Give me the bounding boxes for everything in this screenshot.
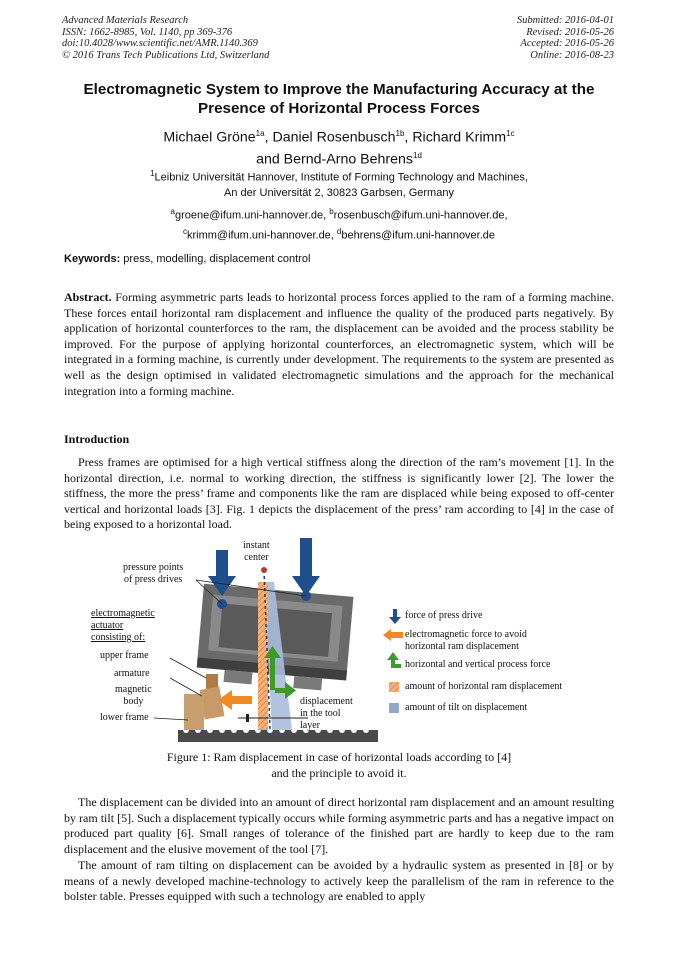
section-heading: Introduction (64, 432, 130, 446)
body-paragraph: Press frames are optimised for a high vertical stiffness along the direction of the ram’s movement [1]. In the horizontal direction, i.e. normal to working direction, the stiffness is significantly lower [2]. The lower the stiffness, the more the press’ frame and components like the ram are displaced while being exposed to off-center vertical and horizontal loads [3]. Fig. 1 depicts the displacement of the press’ ram according to [4] in the case of being exposed to a horizontal load. (64, 455, 614, 532)
legend-item: electromagnetic force to avoid horizontal ram displacement (405, 629, 527, 652)
legend-swatches (383, 609, 403, 713)
email-link[interactable]: rosenbusch@ifum.uni-hannover.de, (333, 209, 508, 222)
legend-item: amount of tilt on displacement (405, 702, 528, 713)
dates-header (517, 15, 614, 61)
date-revised: Revised: 2016-05-26 (526, 26, 614, 38)
keywords: Keywords: press, modelling, displacement control (64, 253, 311, 265)
legend-item: amount of horizontal ram displacement (405, 681, 563, 692)
email-link[interactable]: krimm@ifum.uni-hannover.de, (186, 229, 337, 242)
email-list: $^a$groene@ifum.uni-hannover.de, $^b$rosenbusch@ifum.uni-hannover.de, $^c$krimm@ifum.uni-hannover.de, $^d$behrens@ifum.uni-hannover.de (170, 207, 508, 242)
label-instant-center: instant center (243, 540, 270, 563)
journal-copyright: © 2016 Trans Tech Publications Ltd, Switzerland (62, 49, 270, 61)
label-lower-frame: lower frame (100, 712, 149, 723)
email-link[interactable]: groene@ifum.uni-hannover.de, (174, 209, 330, 222)
abstract: Abstract. Forming asymmetric parts leads to horizontal process forces applied to the ram of a forming machine. These forces entail horizontal ram displacement and influence the quality of the produced parts negatively. By application of horizontal counterforces to the ram, the displacement can be avoided and the process stability be improved. For the purpose of applying horizontal counterforces, an electromagnetic system, which will be integrated in a forming machine, is currently under development. The requirements to the system are presented as well as the design optimised in validated electromagnetic simulations and the approach for the mechanical integration into a forming machine. (64, 290, 614, 398)
electromagnetic-force-arrow (218, 690, 252, 710)
body-paragraph: The displacement can be divided into an amount of direct horizontal ram displacement and an amount resulting by ram tilt [5]. Such a displacement typically occurs while forming asymmetric parts and has a negative impact on produced part quality [6]. Small ranges of tolerance of the finished part are hardly to keep due to the ram displacement and the elusive movement of the tool [7]. (64, 795, 614, 856)
journal-issn: ISSN: 1662-8985, Vol. 1140, pp 369-376 (62, 26, 233, 38)
author-list: Michael Gröne$^{1a}$, Daniel Rosenbusch$^{1b}$, Richard Krimm$^{1c}$ and Bernd-Arno Behrens$^{1d}$ (163, 129, 515, 168)
figure-caption: Figure 1: Ram displacement in case of horizontal loads according to [4] and the principle to avoid it. (166, 750, 512, 780)
author: Michael Gröne (163, 129, 256, 146)
body-paragraph: The amount of ram tilting on displacement can be avoided by a hydraulic system as presented in [8] or by means of a newly developed machine-technology to actively keep the parallelism of the ram in reference to the bolster table. Presses equipped with such a technology are enabled to apply (64, 858, 614, 904)
author: Daniel Rosenbusch (272, 129, 396, 146)
author: and Bernd-Arno Behrens (256, 151, 414, 168)
date-submitted: Submitted: 2016-04-01 (516, 15, 614, 26)
date-accepted: Accepted: 2016-05-26 (520, 38, 614, 50)
label-magnetic-body: magnetic body (115, 684, 152, 707)
journal-name: Advanced Materials Research (62, 15, 189, 26)
instant-center-dot (261, 567, 267, 573)
paper-title: Electromagnetic System to Improve the Manufacturing Accuracy at the Presence of Horizontal Process Forces (83, 81, 595, 117)
figure-1 (78, 538, 598, 748)
label-displacement: displacement in the tool layer (300, 696, 353, 731)
journal-header (62, 15, 269, 61)
journal-doi[interactable]: doi:10.4028/www.scientific.net/AMR.1140.369 (62, 38, 258, 50)
author: Richard Krimm (412, 129, 507, 146)
label-upper-frame: upper frame (100, 650, 149, 661)
legend-item: horizontal and vertical process force (405, 659, 551, 670)
label-pressure-points: pressure points of press drives (123, 562, 184, 585)
legend-item: force of press drive (405, 610, 483, 621)
affiliation: $^1$Leibniz Universität Hannover, Institute of Forming Technology and Machines, An der Universität 2, 30823 Garbsen, Germany (150, 169, 528, 200)
label-actuator: electromagnetic actuator consisting of: (91, 608, 155, 643)
electromagnetic-actuator (184, 674, 224, 730)
label-armature: armature (114, 668, 150, 679)
email-link[interactable]: behrens@ifum.uni-hannover.de (341, 229, 496, 242)
date-online: Online: 2016-08-23 (530, 49, 614, 61)
